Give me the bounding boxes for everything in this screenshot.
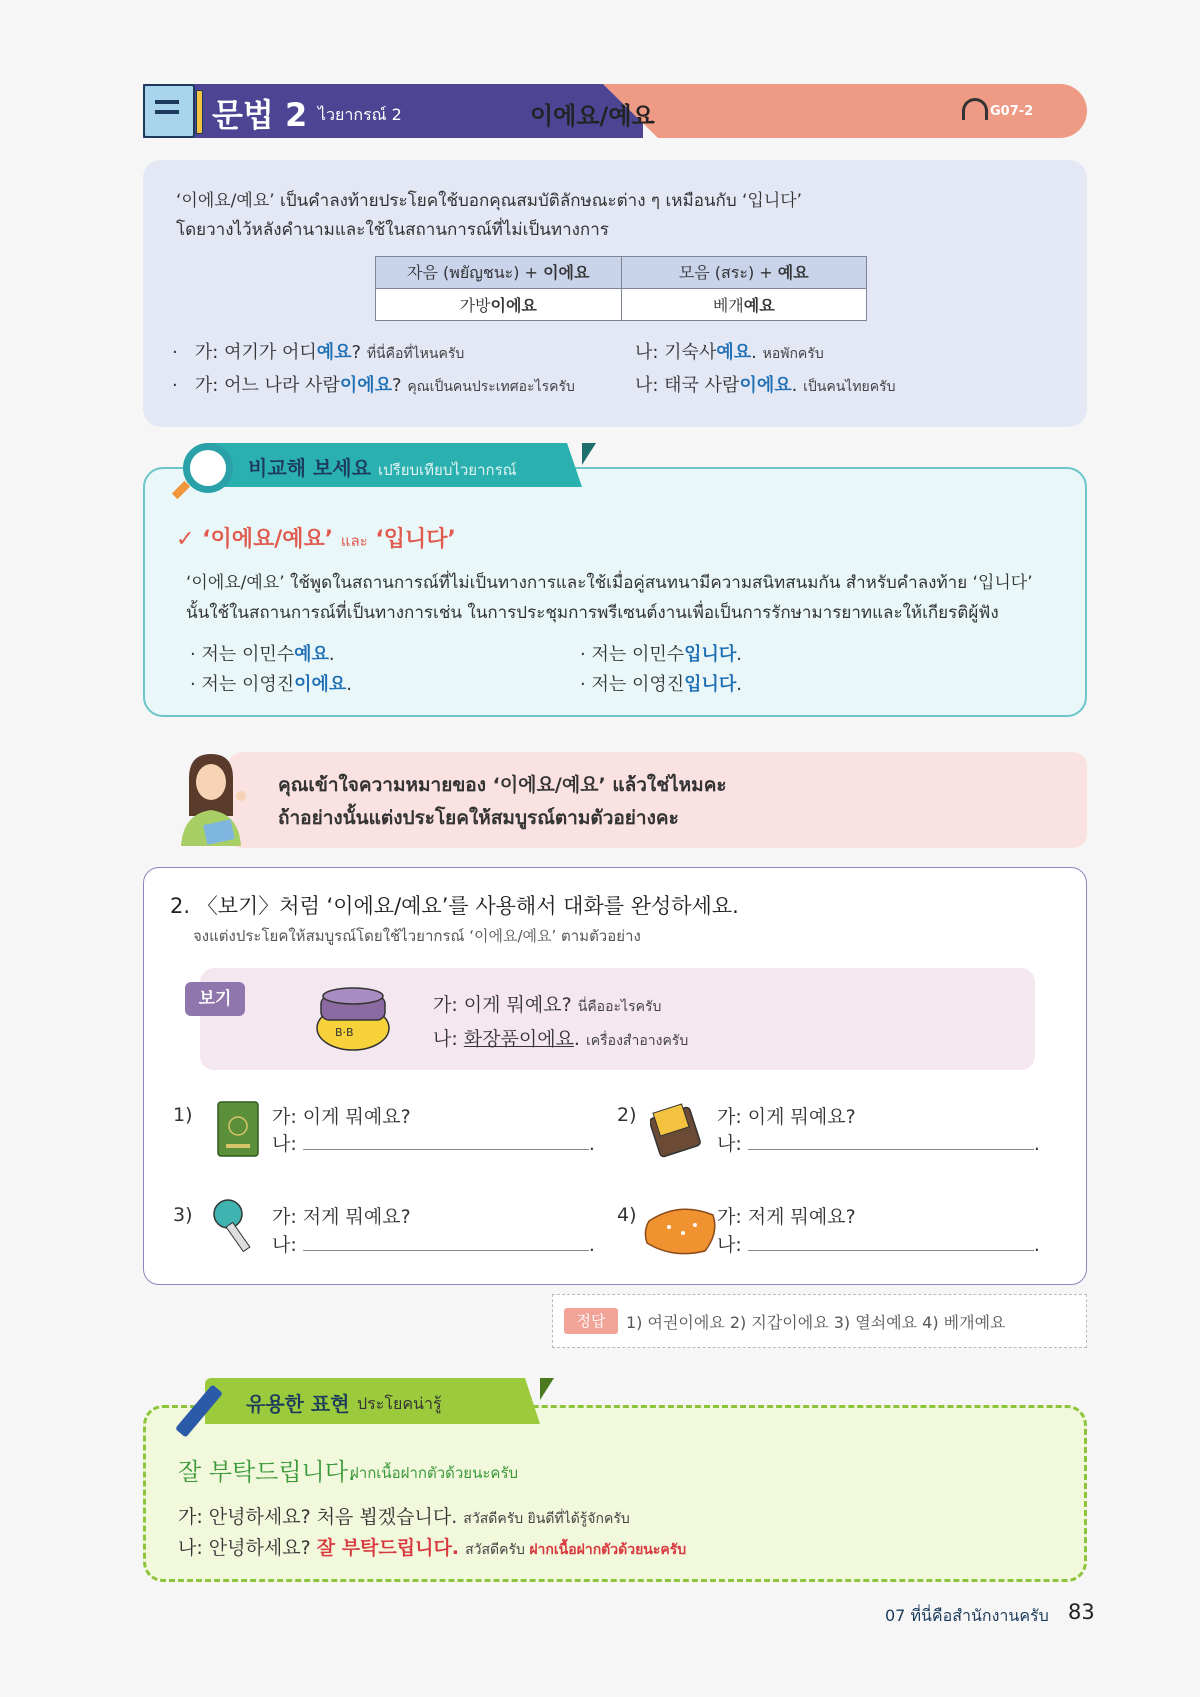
key-icon (212, 1198, 260, 1256)
useful-title: 유용한 표현 (246, 1392, 350, 1416)
answer-blank[interactable] (748, 1233, 1034, 1251)
item-number: 3) (173, 1204, 193, 1226)
grammar-desc-line1: ‘이에요/예요’ เป็นคำลงท้ายประโยคใช้บอกคุณสมบัติลักษณะต่าง ๆ เหมือนกับ ‘입니다’ (176, 191, 803, 211)
useful-title-thai: ประโยคน่ารู้ (357, 1394, 442, 1413)
compare-title-thai: เปรียบเทียบไวยากรณ์ (378, 461, 517, 479)
sample-question: 가: 이게 뭐예요? นี่คืออะไรครับ (433, 994, 662, 1016)
sample-label: 보기 (185, 982, 245, 1016)
conjugation-table (375, 256, 867, 321)
item-number: 1) (173, 1104, 193, 1126)
grammar-example-1a: · 가: 여기가 어디예요? ที่นี่คือที่ไหนครับ (172, 342, 465, 363)
teacher-illustration (175, 750, 255, 846)
compare-example-4: · 저는 이영진입니다. (580, 674, 743, 695)
answer-key-text: 1) 여권이에요 2) 지갑이에요 3) 열쇠예요 4) 베개예요 (626, 1313, 1006, 1332)
useful-phrase-thai: ฝากเนื้อฝากตัวด้วยนะครับ (350, 1464, 519, 1482)
item3-question: 가: 저게 뭐예요? (272, 1206, 411, 1228)
compare-title: 비교해 보세요 (248, 456, 371, 480)
exercise-subtitle: จงแต่งประโยคให้สมบูรณ์โดยใช้ไวยากรณ์ ‘이에요/예요’ ตามตัวอย่าง (193, 927, 641, 945)
answer-blank[interactable] (303, 1233, 589, 1251)
table-example-consonant: 가방이에요 (376, 289, 622, 321)
jar-label: B·B (335, 1026, 354, 1039)
useful-dialog-line1: 가: 안녕하세요? 처음 뵙겠습니다. สวัสดีครับ ยินดีที่ได้รู้จักครับ (178, 1506, 630, 1528)
check-icon: ✓ (176, 527, 195, 552)
bubble-line1: คุณเข้าใจความหมายของ ‘이에요/예요’ แล้วใช่ไหมคะ (278, 774, 727, 796)
compare-example-1: · 저는 이민수예요. (190, 644, 335, 665)
item-number: 2) (617, 1104, 637, 1126)
compare-text-line2: นั้นใช้ในสถานการณ์ที่เป็นทางการเช่น ในการประชุมการพรีเซนต์งานเพื่อเป็นการรักษามารยาทและให้เกียรติผู้ฟัง (186, 603, 999, 623)
compare-heading: ✓ ‘이에요/예요’ และ ‘입니다’ (176, 527, 456, 552)
grammar-example-2b: 나: 태국 사람이에요. เป็นคนไทยครับ (635, 375, 896, 396)
table-head-consonant: 자음 (พยัญชนะ) + 이에요 (376, 257, 622, 289)
magnifier-icon (183, 443, 233, 493)
item1-answer[interactable]: 나: . (272, 1133, 595, 1155)
passport-icon (216, 1100, 260, 1158)
item2-answer[interactable]: 나: . (717, 1133, 1040, 1155)
answer-blank[interactable] (303, 1132, 589, 1150)
bubble-line2: ถ้าอย่างนั้นแต่งประโยคให้สมบูรณ์ตามตัวอย่างคะ (278, 807, 679, 829)
audio-track-label[interactable]: G07-2 (990, 104, 1034, 119)
table-head-vowel: 모음 (สระ) + 예요 (621, 257, 867, 289)
item1-question: 가: 이게 뭐예요? (272, 1106, 411, 1128)
exercise-title: 2. 〈보기〉처럼 ‘이에요/예요’를 사용해서 대화를 완성하세요. (170, 894, 739, 918)
useful-phrase: 잘 부탁드립니다. (178, 1458, 356, 1486)
item3-answer[interactable]: 나: . (272, 1234, 595, 1256)
speech-bubble (228, 752, 1087, 848)
item2-question: 가: 이게 뭐예요? (717, 1106, 856, 1128)
footer-chapter: 07 ที่นี่คือสำนักงานครับ (885, 1606, 1049, 1625)
grammar-example-1b: 나: 기숙사예요. หอพักครับ (635, 342, 824, 363)
headphone-icon[interactable] (962, 98, 988, 120)
grammar-topic: 이에요/예요 (530, 102, 655, 130)
wallet-icon (650, 1102, 702, 1158)
answer-blank[interactable] (748, 1132, 1034, 1150)
sample-answer: 나: 화장품이에요. เครื่องสำอางครับ (433, 1028, 689, 1050)
book-icon (143, 84, 195, 138)
section-subtitle: ไวยากรณ์ 2 (318, 105, 402, 124)
compare-text-line1: ‘이에요/예요’ ใช้พูดในสถานการณ์ที่ไม่เป็นทางการและใช้เมื่อคู่สนทนามีความสนิทสนมกัน สำหรับคำลงท้าย ‘입니다’ (186, 573, 1033, 593)
answer-key-label: 정답 (564, 1308, 618, 1334)
pillow-icon (643, 1203, 719, 1257)
compare-example-2: · 저는 이영진이에요. (190, 674, 353, 695)
compare-example-3: · 저는 이민수입니다. (580, 644, 743, 665)
item-number: 4) (617, 1204, 637, 1226)
compare-tab-fold (582, 443, 596, 465)
item4-answer[interactable]: 나: . (717, 1234, 1040, 1256)
section-title: 문법 2 (212, 96, 308, 134)
page-number: 83 (1068, 1600, 1095, 1624)
grammar-example-2a: · 가: 어느 나라 사람이에요? คุณเป็นคนประเทศอะไรครับ (172, 375, 575, 396)
item4-question: 가: 저게 뭐예요? (717, 1206, 856, 1228)
useful-dialog-line2: 나: 안녕하세요? 잘 부탁드립니다. สวัสดีครับ ฝากเนื้อฝากตัวด้วยนะครับ (178, 1537, 687, 1559)
cosmetic-jar-icon (315, 982, 391, 1052)
grammar-desc-line2: โดยวางไว้หลังคำนามและใช้ในสถานการณ์ที่ไม่เป็นทางการ (176, 220, 609, 240)
useful-tab-fold (540, 1378, 554, 1400)
table-example-vowel: 베개예요 (621, 289, 867, 321)
